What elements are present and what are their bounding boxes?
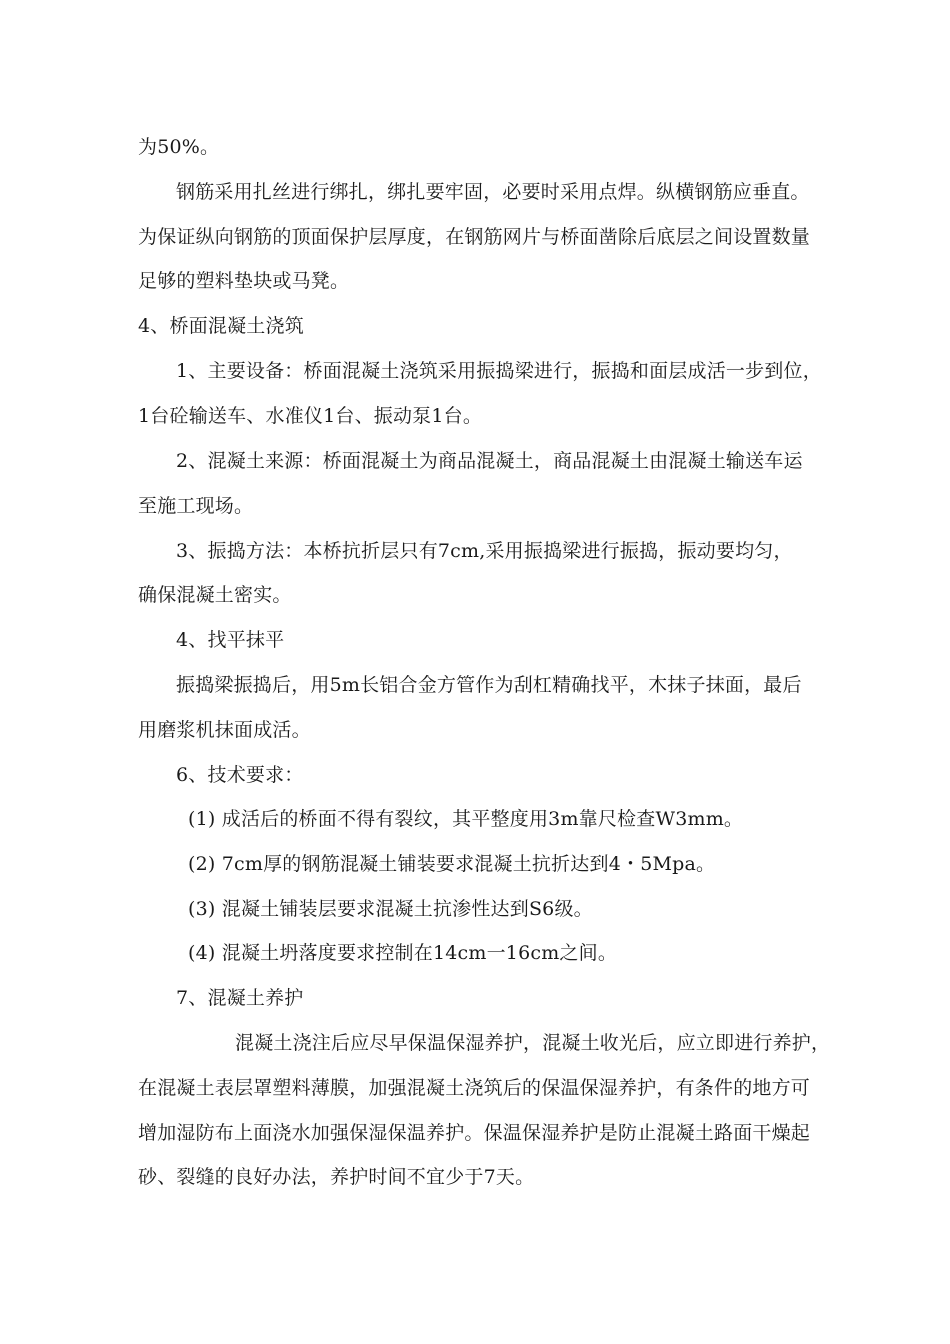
text-line: 3、振捣方法：本桥抗折层只有7cm,采用振捣梁进行振捣，振动要均匀， xyxy=(176,540,793,562)
text-line: 为保证纵向钢筋的顶面保护层厚度，在钢筋网片与桥面凿除后底层之间设置数量 xyxy=(138,226,811,248)
text-line: 2、混凝土来源：桥面混凝土为商品混凝土，商品混凝土由混凝土输送车运 xyxy=(176,450,803,472)
text-line: 钢筋采用扎丝进行绑扎，绑扎要牢固，必要时采用点焊。纵横钢筋应垂直。 xyxy=(176,181,810,203)
text-line: 确保混凝土密实。 xyxy=(138,584,292,606)
text-line: 用磨浆机抹面成活。 xyxy=(138,719,311,741)
list-item: (4) 混凝土坍落度要求控制在14cm一16cm之间。 xyxy=(188,942,618,964)
subsection-heading: 6、技术要求： xyxy=(176,764,304,786)
list-item: (3) 混凝土铺装层要求混凝土抗渗性达到S6级。 xyxy=(188,898,593,920)
subsection-heading: 4、找平抹平 xyxy=(176,629,285,651)
section-heading: 4、桥面混凝土浇筑 xyxy=(138,315,304,337)
text-line: 足够的塑料垫块或马凳。 xyxy=(138,270,350,292)
list-item: (1) 成活后的桥面不得有裂纹，其平整度用3m靠尺检查W3mm。 xyxy=(188,808,744,830)
text-line: 混凝土浇注后应尽早保温保湿养护，混凝土收光后，应立即进行养护， xyxy=(235,1032,831,1054)
list-item: (2) 7cm厚的钢筋混凝土铺装要求混凝土抗折达到4・5Mpa。 xyxy=(188,853,716,875)
text-line: 振捣梁振捣后，用5m长铝合金方管作为刮杠精确找平，木抹子抹面，最后 xyxy=(176,674,802,696)
text-line: 1、主要设备：桥面混凝土浇筑采用振捣梁进行，振捣和面层成活一步到位， xyxy=(176,360,822,382)
text-line: 砂、裂缝的良好办法，养护时间不宜少于7天。 xyxy=(138,1166,535,1188)
text-line: 在混凝土表层罩塑料薄膜，加强混凝土浇筑后的保温保湿养护，有条件的地方可 xyxy=(138,1077,811,1099)
text-line: 增加湿防布上面浇水加强保湿保温养护。保温保湿养护是防止混凝土路面干燥起 xyxy=(138,1122,811,1144)
text-line: 1台砼输送车、水准仪1台、振动泵1台。 xyxy=(138,405,483,427)
text-line: 至施工现场。 xyxy=(138,495,254,517)
text-line: 为50%。 xyxy=(138,136,220,158)
subsection-heading: 7、混凝土养护 xyxy=(176,987,304,1009)
